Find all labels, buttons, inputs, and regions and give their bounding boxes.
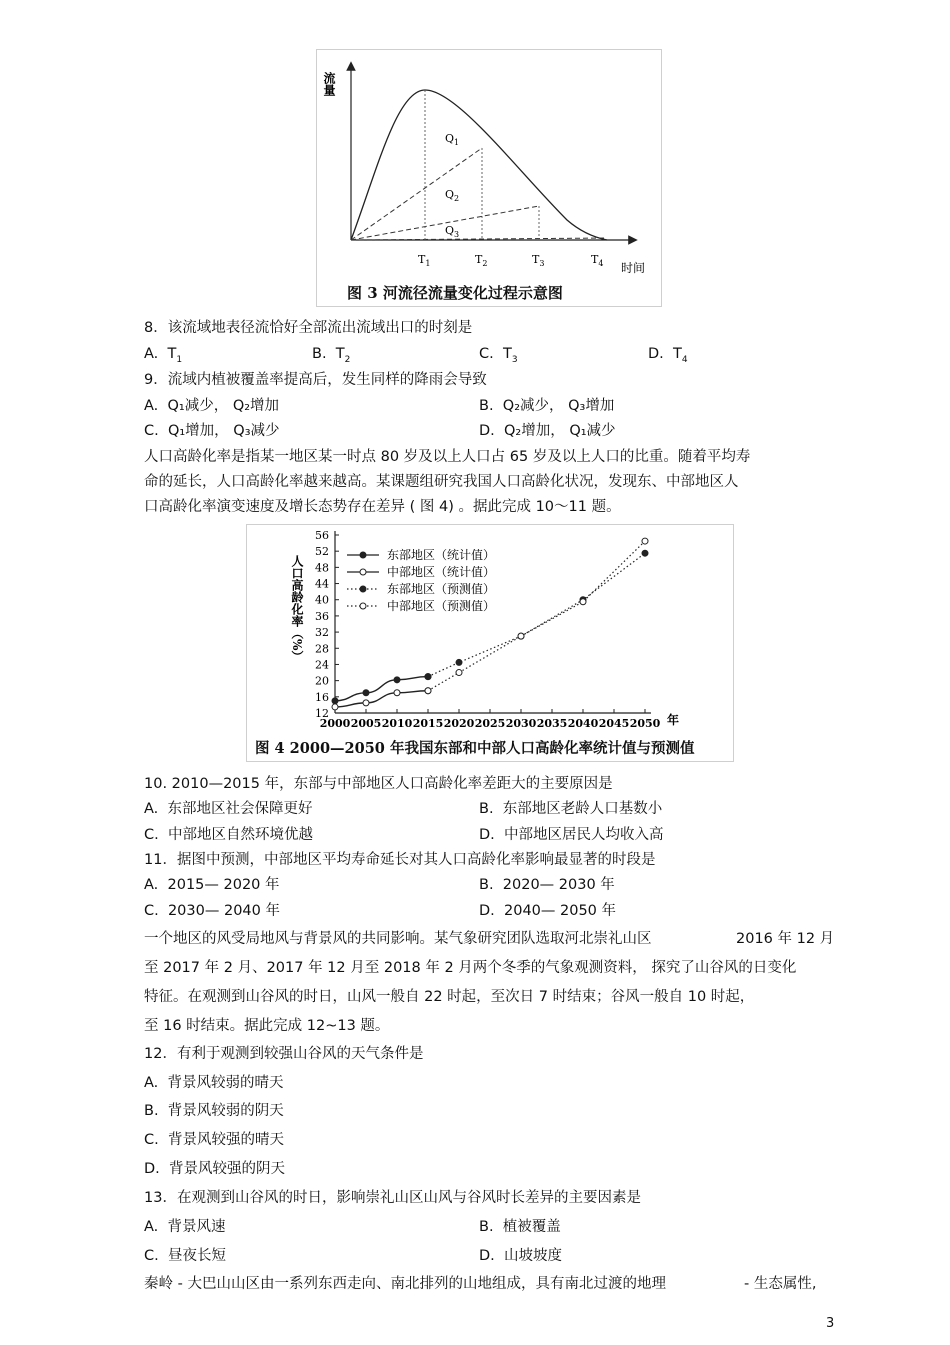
intro12-line1: 一个地区的风受局地风与背景风的共同影响。某气象研究团队选取河北崇礼山区 [144,931,652,947]
chart4-legend-marker [360,603,366,609]
page-number: 3 [826,1316,835,1331]
figure-4 [246,524,734,762]
chart4-x-tick-label: 2005 [350,717,382,730]
figure-3 [316,49,662,307]
q10-option-d: D. 中部地区居民人均收入高 [479,827,664,843]
chart4-y-tick-label: 32 [315,626,329,640]
intro14-line1: 秦岭 - 大巴山山区由一系列东西走向、南北排列的山地组成，具有南北过渡的地理 [144,1276,666,1292]
fig3-hydrograph-curve [351,90,607,240]
q13-option-a: A. 背景风速 [144,1219,226,1235]
chart4-x-tick-label: 2010 [381,717,413,730]
chart4-legend-label: 中部地区（统计值） [387,565,496,579]
chart4-series-point [394,677,400,683]
chart4-series-point [456,659,462,665]
chart4-series-point [518,633,524,639]
chart4-y-tick-label: 20 [315,674,329,688]
q13-stem: 13．在观测到山谷风的时日，影响崇礼山区山风与谷风时长差异的主要因素是 [144,1190,641,1206]
intro12-line4: 至 16 时结束。据此完成 12~13 题。 [144,1018,390,1034]
intro12-line2: 至 2017 年 2 月、2017 年 12 月至 2018 年 2 月两个冬季的气象观测资料， 探究了山谷风的日变化 [144,960,797,976]
chart4-series-point [425,674,431,680]
chart4-y-tick-label: 56 [315,529,329,542]
chart4-legend-label: 东部地区（统计值） [387,548,496,562]
fig3-ylabel: 流量 [322,72,336,96]
chart4-y-tick-label: 28 [315,642,329,656]
q13-option-b: B. 植被覆盖 [479,1219,561,1235]
chart4-series-point [394,690,400,696]
chart4-y-tick-label: 44 [315,577,329,591]
chart4-legend-marker [360,552,366,558]
intro12-line3: 特征。在观测到山谷风的时日，山风一般自 22 时起，至次日 7 时结束；谷风一般自 10 时起， [144,989,755,1005]
q8-option-a: A. $T_1$ [144,346,183,365]
chart4-x-tick-label: 2025 [474,717,506,730]
chart4-y-tick-label: 36 [315,609,329,623]
figure-3-diagram [317,50,661,306]
chart4-x-tick-label: 2030 [505,717,537,730]
chart4-series-point [642,538,648,544]
intro10-line3: 口高龄化率演变速度及增长态势存在差异 ( 图 4) 。据此完成 10～11 题。 [144,499,621,515]
fig3-label-q2: $Q_2$ [445,188,460,203]
chart4-xlabel: 年 [667,713,680,727]
q11-option-b: B. 2020— 2030 年 [479,877,615,893]
q10-stem: 10. 2010—2015 年，东部与中部地区人口高龄化率差距大的主要原因是 [144,776,613,792]
q12-stem: 12．有利于观测到较强山谷风的天气条件是 [144,1046,424,1062]
chart4-legend-label: 东部地区（预测值） [387,582,496,596]
chart4-series-point [580,599,586,605]
q9-option-b: B. Q₂减少， Q₃增加 [479,398,615,414]
q12-option-c: C. 背景风较强的晴天 [144,1132,284,1148]
chart4-x-tick-label: 2035 [536,717,568,730]
chart4-ylabel: 人口高龄化率（%） [290,555,304,663]
fig3-tick-t1: $T_1$ [418,253,431,268]
q11-option-d: D. 2040— 2050 年 [479,903,617,919]
chart4-legend-label: 中部地区（预测值） [387,599,496,613]
chart4-y-tick-label: 40 [315,593,329,607]
chart4-series-point [456,670,462,676]
q9-option-d: D. Q₂增加， Q₁减少 [479,423,616,439]
chart4-series-line-2 [335,691,428,707]
figure-4-caption: 图 4 2000—2050 年我国东部和中部人口高龄化率统计值与预测值 [255,740,695,757]
q8-option-d: D. $T_4$ [648,346,688,365]
chart4-x-tick-label: 2015 [412,717,444,730]
chart4-y-tick-label: 52 [315,545,329,559]
chart4-y-tick-label: 24 [315,658,329,672]
q12-option-d: D. 背景风较强的阴天 [144,1161,285,1177]
q10-option-c: C. 中部地区自然环境优越 [144,827,313,843]
chart4-series-point [363,700,369,706]
chart4-y-tick-label: 48 [315,561,329,575]
chart4-series-point [363,690,369,696]
figure-3-caption: 图 3 河流径流量变化过程示意图 [347,284,563,302]
q8-option-c: C. $T_3$ [479,346,518,365]
q11-option-c: C. 2030— 2040 年 [144,903,280,919]
q12-option-b: B. 背景风较弱的阴天 [144,1103,284,1119]
chart4-y-tick-label: 16 [315,690,329,704]
chart4-x-tick-label: 2020 [443,717,475,730]
q11-option-a: A. 2015— 2020 年 [144,877,280,893]
fig3-tick-t2: $T_2$ [475,253,488,268]
fig3-tick-t3: $T_3$ [532,253,545,268]
fig3-label-q1: $Q_1$ [445,132,460,147]
intro10-line1: 人口高龄化率是指某一地区某一时点 80 岁及以上人口占 65 岁及以上人口的比重。随着平均寿 [144,449,751,465]
chart4-y-tick-label: 12 [315,707,329,720]
chart4-legend-marker [360,586,366,592]
chart4-series-point [332,698,338,704]
q9-option-a: A. Q₁减少， Q₂增加 [144,398,280,414]
fig3-xlabel: 时间 [621,261,646,275]
intro10-line2: 命的延长，人口高龄化率越来越高。某课题组研究我国人口高龄化状况，发现东、中部地区人 [144,474,739,490]
chart4-x-tick-label: 2045 [598,717,630,730]
q8-option-b: B. $T_2$ [312,346,351,365]
q13-option-c: C. 昼夜长短 [144,1248,226,1264]
chart4-series-point [642,550,648,556]
intro12-line1-date: 2016 年 12 月 [736,931,835,947]
chart4-x-tick-label: 2050 [629,717,661,730]
q8-stem: 8．该流域地表径流恰好全部流出流域出口的时刻是 [144,320,473,336]
q12-option-a: A. 背景风较弱的晴天 [144,1075,284,1091]
chart4-series-point [425,688,431,694]
q10-option-b: B. 东部地区老龄人口基数小 [479,801,663,817]
chart4-series-point [332,704,338,710]
fig3-dashed-q1 [351,148,482,240]
chart4-x-tick-label: 2000 [319,717,351,730]
fig3-tick-t4: $T_4$ [591,253,604,268]
chart4-series-line-4 [428,541,645,691]
intro14-line1-end: - 生态属性, [744,1276,817,1292]
q10-option-a: A. 东部地区社会保障更好 [144,801,313,817]
figure-4-chart [247,525,733,761]
q11-stem: 11．据图中预测，中部地区平均寿命延长对其人口高龄化率影响最显著的时段是 [144,852,656,868]
q13-option-d: D. 山坡坡度 [479,1248,562,1264]
chart4-x-tick-label: 2040 [567,717,599,730]
chart4-legend-marker [360,569,366,575]
q9-option-c: C. Q₁增加， Q₃减少 [144,423,280,439]
fig3-label-q3: $Q_3$ [445,224,460,239]
q9-stem: 9．流域内植被覆盖率提高后，发生同样的降雨会导致 [144,372,487,388]
